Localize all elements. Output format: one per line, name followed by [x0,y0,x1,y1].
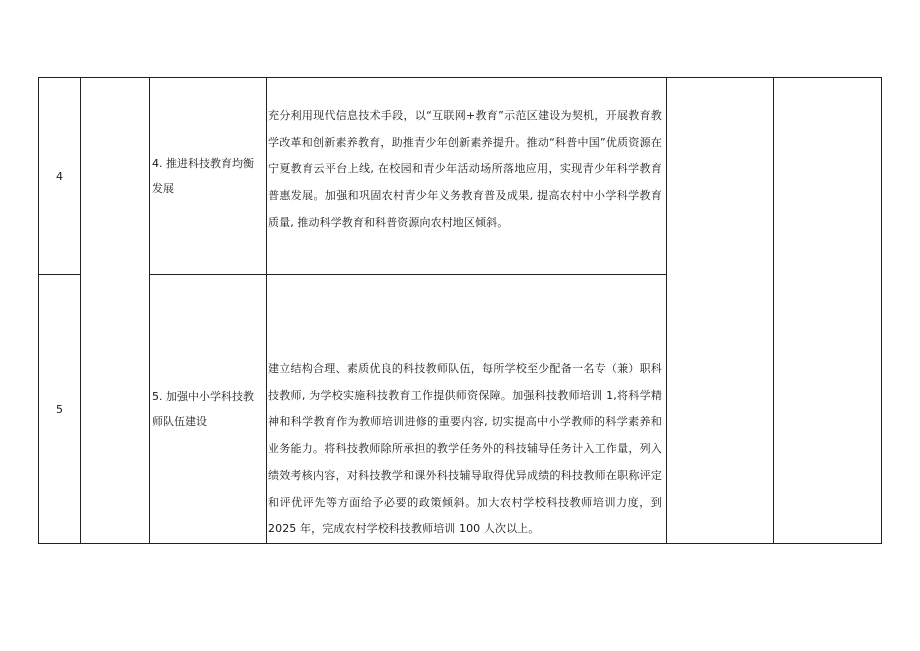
empty-cell [667,78,774,544]
task-cell [150,78,267,275]
row-number: 4 [56,169,63,183]
task-content: 建立结构合理、素质优良的科技教师队伍，每所学校至少配备一名专（兼）职科技教师, 为学校实施科技教育工作提供师资保障。加强科技教师培训 1,将科学精神和科学教育作为教师培训进修的重要内容, 切实提高中小学教师的科学素养和业务能力。将科技教师除所承担的教学任务外的科技辅导任务计入工作量，列入绩效考核内容，对科技教学和课外科技辅导取得优异成绩的科技教师在职称评定和评优评先等方面给予必要的政策倾斜。加大农村学校科技教师培训力度，到 2025 年，完成农村学校科技教师培训 100 人次以上。 [268,362,662,536]
task-title: 5. 加强中小学科技教师队伍建设 [152,390,254,428]
task-cell [150,275,267,544]
row-number: 5 [56,402,63,416]
task-title: 4. 推进科技教育均衡发展 [152,157,254,195]
content-cell [267,78,667,275]
row-number-cell [39,78,81,275]
row-number-cell [39,275,81,544]
table-row [39,78,882,275]
plan-table [38,77,882,544]
task-content: 充分利用现代信息技术手段，以“互联网+教育”示范区建设为契机，开展教育教学改革和创新素养教育，助推青少年创新素养提升。推动“科普中国”优质资源在宁夏教育云平台上线, 在校园和青少年活动场所落地应用，实现青少年科学教育普惠发展。加强和巩固农村青少年义务教育普及成果, 提高农村中小学科学教育质量, 推动科学教育和科普资源向农村地区倾斜。 [268,109,662,229]
empty-cell [81,78,150,544]
empty-cell [774,78,882,544]
content-cell [267,275,667,544]
